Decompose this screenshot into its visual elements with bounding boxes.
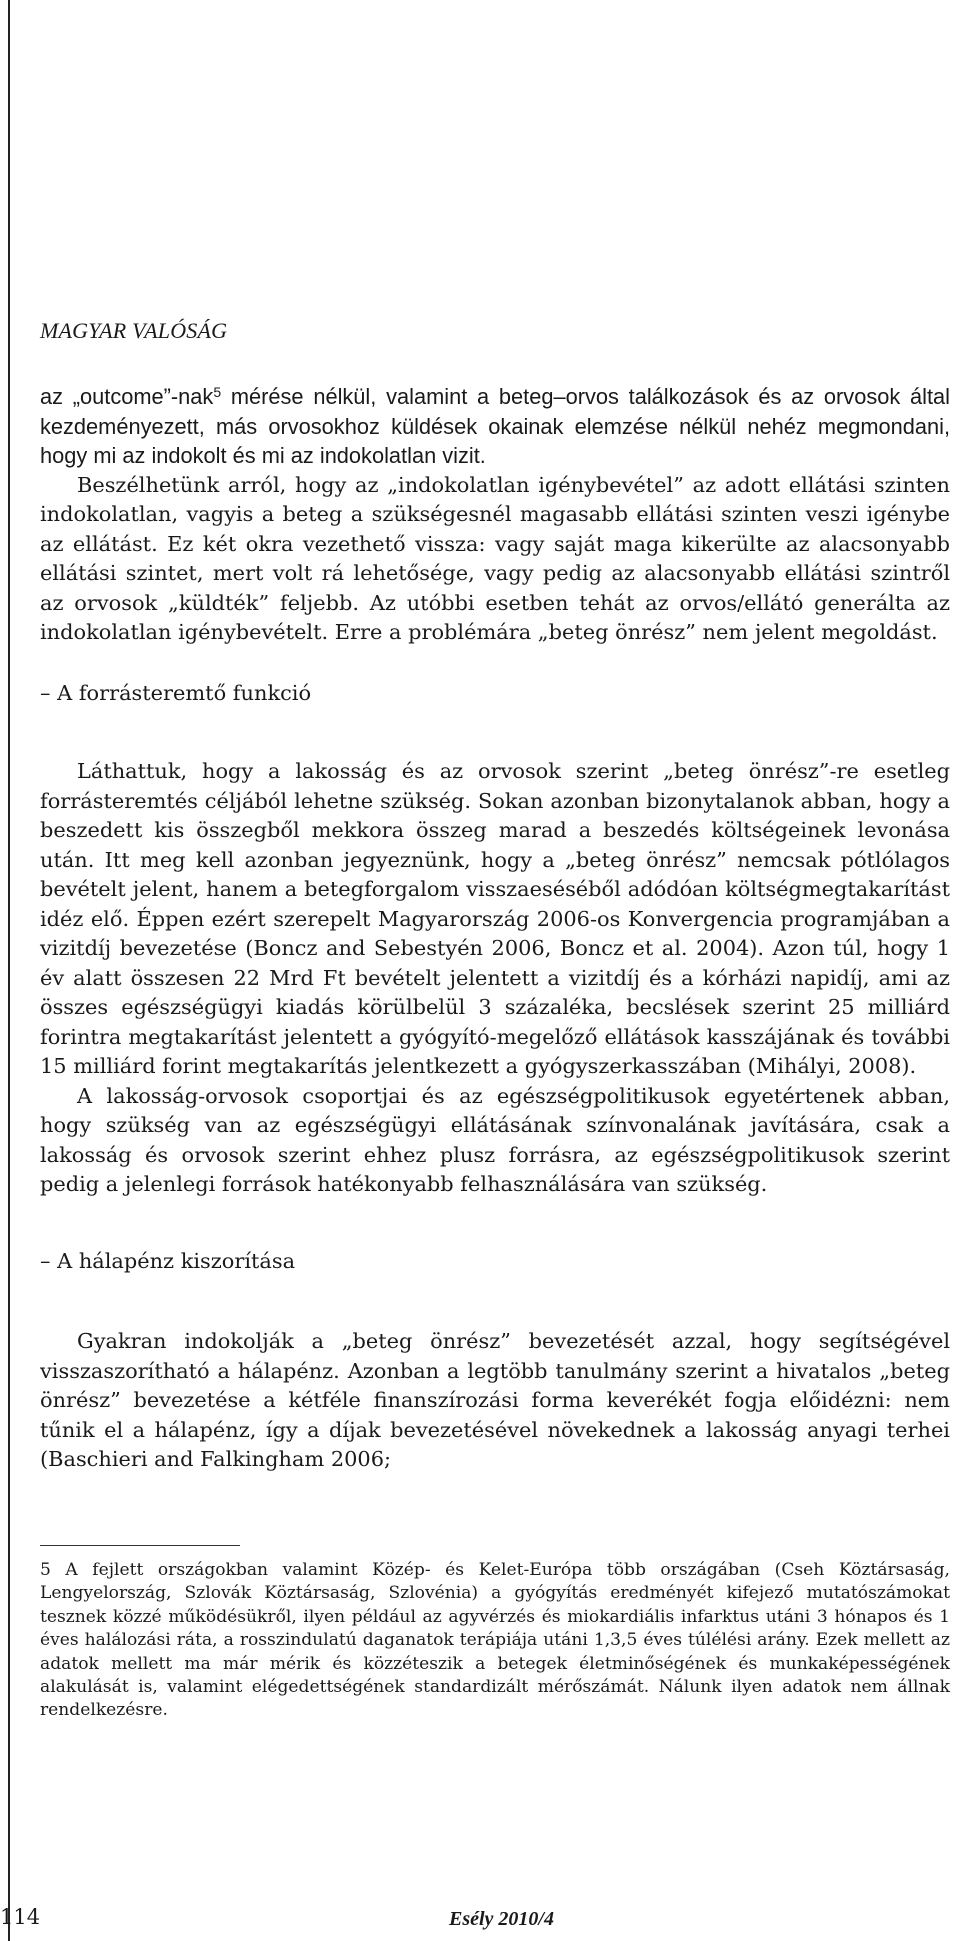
paragraph: Láthattuk, hogy a lakosság és az orvosok szerint „beteg önrész”-re esetleg forrásteremtés céljából lehetne szükség. Sokan azonban bizonytalanok abban, hogy a beszedett kis összegből mekkora összeg marad a beszedés költségeinek levonása után. Itt meg kell azonban jegyeznünk, hogy a „beteg önrész” nemcsak pótlólagos bevételt jelent, hanem a betegforgalom visszaeséséből adódóan költségmegtakarítást idéz elő. Éppen ezért szerepelt Magyarország 2006-os Konvergencia programjában a vizitdíj bevezetése (Boncz and Sebestyén 2006, Boncz et al. 2004). Azon túl, hogy 1 év alatt összesen 22 Mrd Ft bevételt jelentett a vizitdíj és a kórházi napidíj, ami az összes egészségügyi kiadás körülbelül 3 százaléka, becslések szerint 25 milliárd forintra megtakarítást jelentett a gyógyító-megelőző ellátások kasszájának és további 15 milliárd forint megtakarítás jelentkezett a gyógyszerkasszában (Mihályi, 2008).: [40, 759, 950, 1078]
footnote-reference[interactable]: 5: [213, 384, 222, 400]
paragraph-text: az „outcome”-nak: [40, 384, 214, 409]
paragraph: Gyakran indokolják a „beteg önrész” bevezetését azzal, hogy segítségével visszaszorítható a hálapénz. Azonban a legtöbb tanulmány szerint a hivatalos „beteg önrész” bevezetése a kétféle finanszírozási forma keverékét fogja előidézni: nem tűnik el a hálapénz, így a díjak bevezetésével növekednek a lakosság anyagi terhei (Baschieri and Falkingham 2006;: [40, 1329, 950, 1471]
article-body: [40, 382, 950, 1475]
paragraph-text: mérése nélkül, valamint a beteg–orvos találkozások és az orvosok által kezdeményezett, más orvosokhoz küldések okainak elemzése nélkül nehéz megmondani, hogy mi az indokolt és mi az indokolatlan vizit.: [40, 384, 950, 468]
section-heading-forrasteremto: – A forrásteremtő funkció: [40, 680, 312, 705]
paragraph-continuation: [40, 382, 950, 471]
page-number: 114: [0, 1905, 41, 1929]
footnote-separator: [40, 1545, 240, 1546]
footnote: 5 A fejlett országokban valamint Közép- és Kelet-Európa több országában (Cseh Köztársaság, Lengyelország, Szlovák Köztársaság, Szlovénia) a gyógyítás eredményét kifejező mutatószámokat tesznek közzé működésükről, ilyen például az agyvérzés és miokardiális infarktus utáni 3 hónapos és 1 éves halálozási ráta, a rosszindulatú daganatok terápiája utáni 1,3,5 éves túlélési arány. Ezek mellett az adatok mellett ma már mérik és közzéteszik a betegek életminőségének és munkaképességének alakulását is, valamint elégedettségének standardizált mérőszámát. Nálunk ilyen adatok nem állnak rendelkezésre.: [40, 1560, 950, 1721]
margin-rule: [8, 0, 10, 1941]
journal-issue: Esély 2010/4: [449, 1908, 554, 1930]
paragraph: Beszélhetünk arról, hogy az „indokolatlan igénybevétel” az adott ellátási szinten indokolatlan, vagyis a beteg a szükségesnél magasabb ellátási szinten veszi igénybe az ellátást. Ez két okra vezethető vissza: vagy saját maga kikerülte az alacsonyabb ellátási szintet, mert volt rá lehetősége, vagy pedig az alacsonyabb ellátási szintről az orvosok „küldték” feljebb. Az utóbbi esetben tehát az orvos/ellátó generálta az indokolatlan igénybevételt. Erre a problémára „beteg önrész” nem jelent megoldást.: [40, 472, 950, 644]
section-heading-halapenz: – A hálapénz kiszorítása: [40, 1248, 296, 1273]
running-title: MAGYAR VALÓSÁG: [40, 318, 228, 343]
paragraph: A lakosság-orvosok csoportjai és az egészségpolitikusok egyetértenek abban, hogy szükség van az egészségügyi ellátásának színvonalának javítására, csak a lakosság és orvosok szerint ehhez plusz forrásra, az egészségpolitikusok szerint pedig a jelenlegi források hatékonyabb felhasználására van szükség.: [40, 1083, 950, 1196]
